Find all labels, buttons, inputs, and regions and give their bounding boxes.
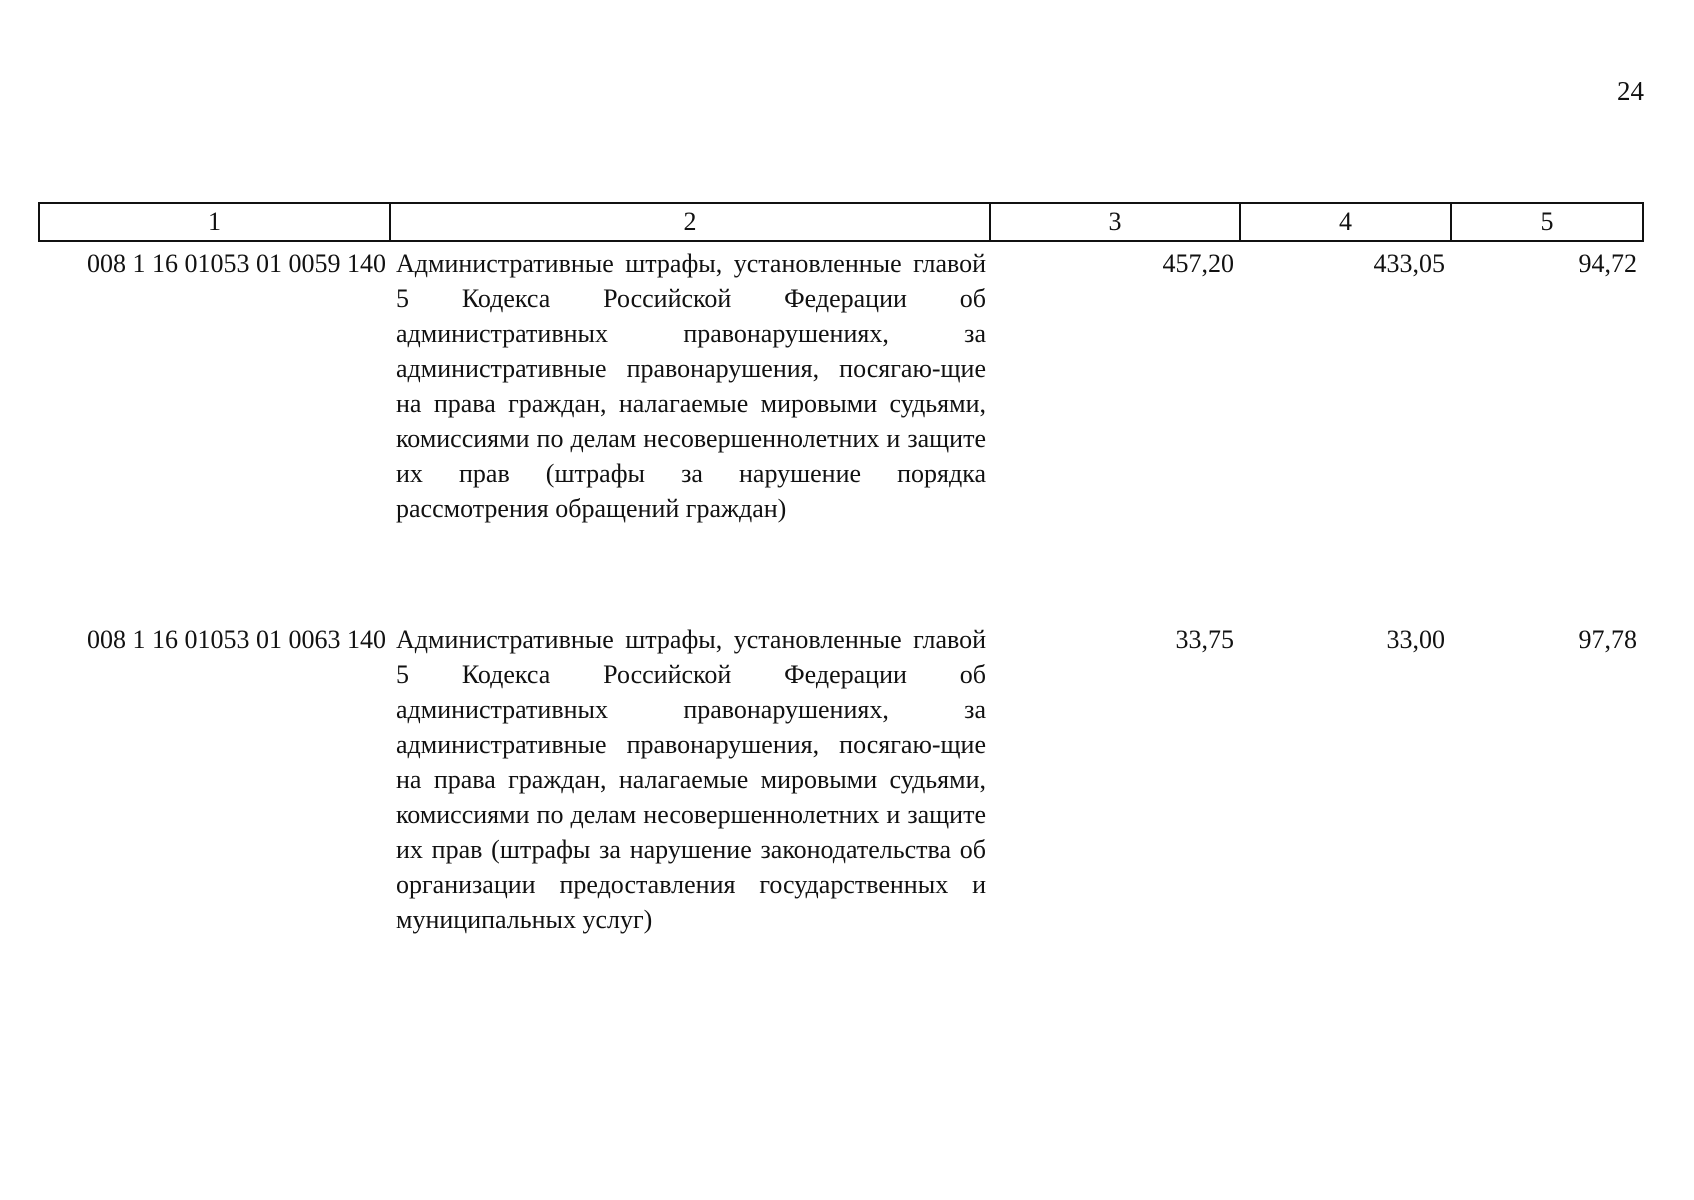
value-col-4: 33,00 [1386,625,1445,654]
budget-code: 008 1 16 01053 01 0063 140 [87,625,386,654]
value-col-4: 433,05 [1373,249,1445,278]
row-description: Административные штрафы, установленные главой 5 Кодекса Российской Федерации об административных правонарушениях, за административные правонарушения, посягаю-щие на права граждан, налагаемые мировыми судьями, комиссиями по делам несовершеннолетних и защите их прав (штрафы за нарушение порядка рассмотрения обращений граждан) [396,249,986,523]
header-row [39,203,1643,241]
value-col-3: 457,20 [1162,249,1234,278]
header-col-2: 2 [390,203,990,241]
table-row [39,241,1643,618]
budget-code: 008 1 16 01053 01 0059 140 [87,249,386,278]
value-col-5: 94,72 [1578,249,1637,278]
row-description: Административные штрафы, установленные главой 5 Кодекса Российской Федерации об административных правонарушениях, за административные правонарушения, посягаю-щие на права граждан, налагаемые мировыми судьями, комиссиями по делам несовершеннолетних и защите их прав (штрафы за нарушение законодательства об организации предоставления государственных и муниципальных услуг) [396,625,986,934]
table-body [39,241,1643,957]
page-number: 24 [1617,76,1644,106]
header-col-5: 5 [1451,203,1643,241]
value-col-3: 33,75 [1175,625,1234,654]
budget-table [38,202,1644,957]
header-col-3: 3 [990,203,1240,241]
table-header [39,203,1643,241]
value-col-5: 97,78 [1578,625,1637,654]
budget-table-container [38,202,1642,957]
header-col-1: 1 [39,203,390,241]
header-col-4: 4 [1240,203,1451,241]
table-row [39,618,1643,957]
